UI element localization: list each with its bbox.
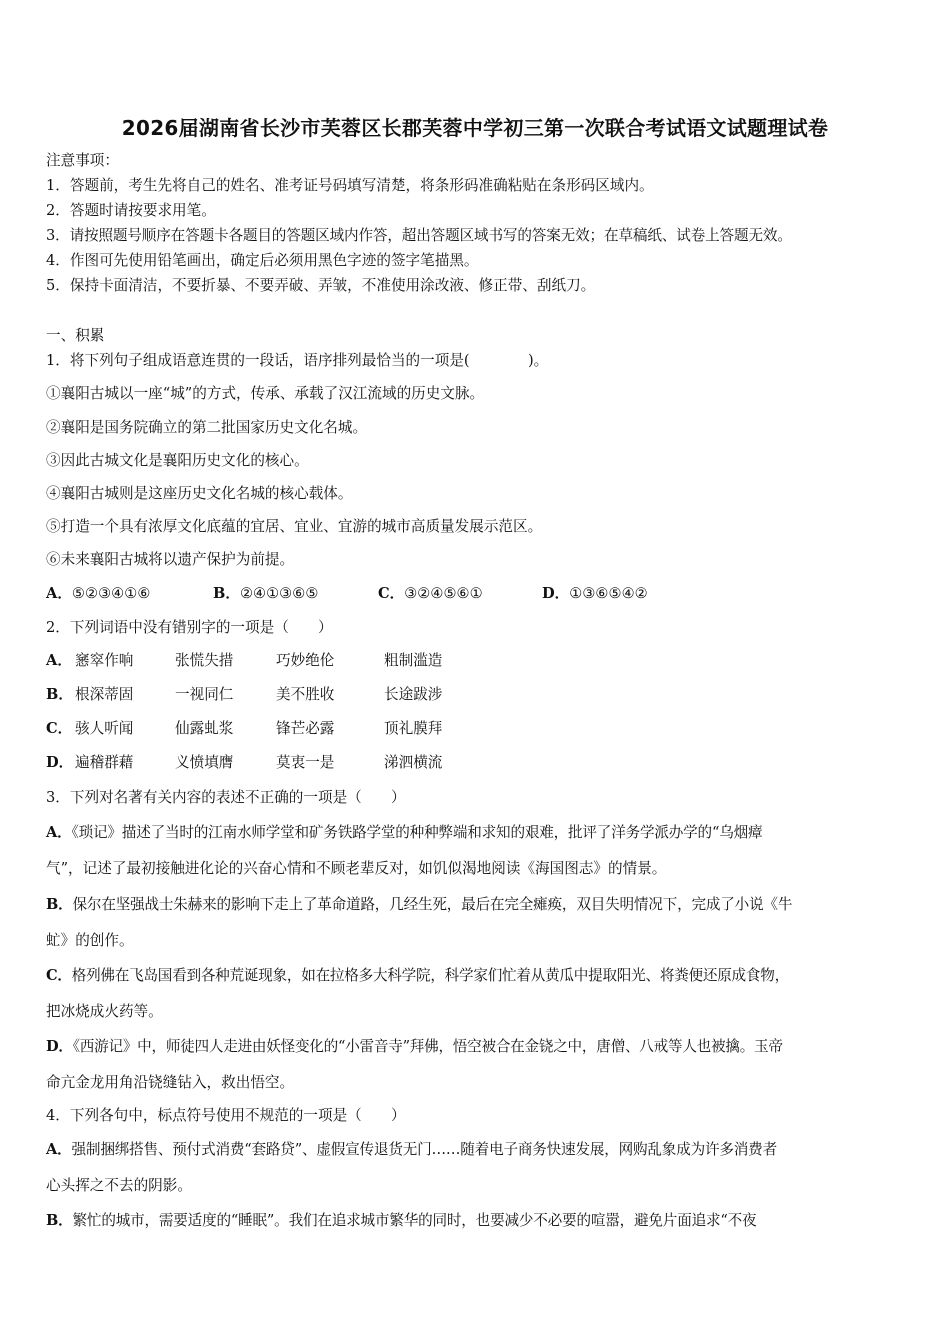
option-text: ①③⑥⑤④② — [569, 585, 648, 602]
q2-option-a — [46, 651, 72, 671]
option-letter: D． — [46, 1038, 73, 1055]
q2-word: 长途跋涉 — [384, 686, 443, 703]
option-letter: C． — [46, 967, 72, 984]
q2-word: 莫衷一是 — [276, 754, 335, 771]
q2-word: 锋芒必露 — [276, 720, 335, 737]
option-letter: A． — [46, 1141, 72, 1158]
q2-word: 遍稽群藉 — [75, 754, 134, 771]
q1-sentence: ④襄阳古城则是这座历史文化名城的核心载体。 — [46, 485, 353, 502]
option-letter: B． — [46, 686, 73, 703]
q3-option-c-cont: 把冰烧成火药等。 — [46, 1003, 163, 1020]
q4-option-a — [46, 1140, 777, 1160]
q2-word: 根深蒂固 — [75, 686, 134, 703]
section-heading: 一、积累 — [46, 327, 105, 344]
option-text: 《西游记》中，师徒四人走进由妖怪变化的“小雷音寺”拜佛，悟空被合在金铙之中，唐僧、八戒等人也被擒。玉帝 — [72, 1038, 783, 1055]
note-item: 4．作图可先使用铅笔画出，确定后必须用黑色字迹的签字笔描黑。 — [46, 252, 479, 269]
option-text: 格列佛在飞岛国看到各种荒诞现象，如在拉格多大科学院，科学家们忙着从黄瓜中提取阳光、将粪便还原成食物， — [71, 967, 789, 984]
option-text: ②④①③⑥⑤ — [239, 585, 319, 602]
q1-option-c — [378, 584, 483, 604]
q3-option-d — [46, 1037, 783, 1057]
q2-word: 粗制滥造 — [384, 652, 443, 669]
note-item: 1．答题前，考生先将自己的姓名、准考证号码填写清楚，将条形码准确粘贴在条形码区域内。 — [46, 177, 654, 194]
option-letter: A． — [46, 652, 72, 669]
q3-option-d-cont: 命亢金龙用角沿铙缝钻入，救出悟空。 — [46, 1074, 295, 1091]
option-letter: B． — [46, 896, 73, 913]
q2-word: 仙露虬浆 — [175, 720, 234, 737]
option-letter: A． — [46, 585, 72, 602]
notes-heading: 注意事项： — [46, 152, 119, 169]
q1-sentence: ①襄阳古城以一座“城”的方式，传承、承载了汉江流域的历史文脉。 — [46, 385, 485, 402]
q2-word: 一视同仁 — [175, 686, 234, 703]
option-letter: D． — [542, 585, 570, 602]
q2-option-c — [46, 719, 72, 739]
option-text: 强制捆绑搭售、预付式消费“套路贷”、虚假宣传退货无门……随着电子商务快速发展，网购乱象成为许多消费者 — [71, 1141, 777, 1158]
question-4-stem: 4．下列各句中，标点符号使用不规范的一项是（ ） — [46, 1107, 406, 1124]
option-text: 《琐记》描述了当时的江南水师学堂和矿务铁路学堂的种种弊端和求知的艰难，批评了洋务学派办学的“乌烟瘴 — [71, 824, 763, 841]
note-item: 3．请按照题号顺序在答题卡各题目的答题区域内作答，超出答题区域书写的答案无效；在草稿纸、试卷上答题无效。 — [46, 227, 792, 244]
option-letter: A． — [46, 824, 72, 841]
q2-option-d — [46, 753, 73, 773]
q3-option-b-cont: 虻》的创作。 — [46, 932, 134, 949]
option-letter: C． — [46, 720, 73, 737]
q2-word: 美不胜收 — [276, 686, 335, 703]
q2-word: 义愤填膺 — [175, 754, 234, 771]
question-1-stem: 1．将下列句子组成语意连贯的一段话，语序排列最恰当的一项是( )。 — [46, 352, 549, 369]
option-text: 保尔在坚强战士朱赫来的影响下走上了革命道路，几经生死，最后在完全瘫痪，双目失明情况下，完成了小说《牛 — [72, 896, 793, 913]
option-letter: B． — [213, 585, 240, 602]
q1-sentence: ③因此古城文化是襄阳历史文化的核心。 — [46, 452, 309, 469]
q2-word: 张慌失措 — [175, 652, 234, 669]
q3-option-a — [46, 823, 762, 843]
q3-option-c — [46, 966, 789, 986]
q2-word: 窸窣作响 — [75, 652, 134, 669]
q4-option-a-cont: 心头挥之不去的阴影。 — [46, 1177, 192, 1194]
exam-title: 2026届湖南省长沙市芙蓉区长郡芙蓉中学初三第一次联合考试语文试题理试卷 — [121, 116, 829, 140]
q1-option-b — [213, 584, 318, 604]
q2-word: 巧妙绝伦 — [276, 652, 335, 669]
option-text: ⑤②③④①⑥ — [71, 585, 151, 602]
note-item: 5．保持卡面清洁，不要折暴、不要弄破、弄皱，不准使用涂改液、修正带、刮纸刀。 — [46, 277, 596, 294]
note-item: 2．答题时请按要求用笔。 — [46, 202, 216, 219]
q1-sentence: ⑤打造一个具有浓厚文化底蕴的宜居、宜业、宜游的城市高质量发展示范区。 — [46, 518, 543, 535]
q3-option-a-cont: 气”，记述了最初接触进化论的兴奋心情和不顾老辈反对，如饥似渴地阅读《海国图志》的情景。 — [46, 860, 667, 877]
q1-option-a — [46, 584, 150, 604]
option-letter: C． — [378, 585, 405, 602]
option-letter: B． — [46, 1212, 73, 1229]
q2-word: 涕泗横流 — [384, 754, 443, 771]
q3-option-b — [46, 895, 792, 915]
q2-option-b — [46, 685, 73, 705]
option-text: ③②④⑤⑥① — [404, 585, 483, 602]
option-letter: D． — [46, 754, 74, 771]
q1-option-d — [542, 584, 648, 604]
option-text: 繁忙的城市，需要适度的“睡眠”。我们在追求城市繁华的同时，也要减少不必要的喧嚣，避免片面追求“不夜 — [72, 1212, 757, 1229]
q1-sentence: ⑥未来襄阳古城将以遗产保护为前提。 — [46, 551, 295, 568]
q4-option-b — [46, 1211, 756, 1231]
q2-word: 骇人听闻 — [75, 720, 134, 737]
q1-sentence: ②襄阳是国务院确立的第二批国家历史文化名城。 — [46, 419, 368, 436]
question-3-stem: 3．下列对名著有关内容的表述不正确的一项是（ ） — [46, 789, 406, 806]
q2-word: 顶礼膜拜 — [384, 720, 443, 737]
question-2-stem: 2．下列词语中没有错别字的一项是（ ） — [46, 619, 333, 636]
